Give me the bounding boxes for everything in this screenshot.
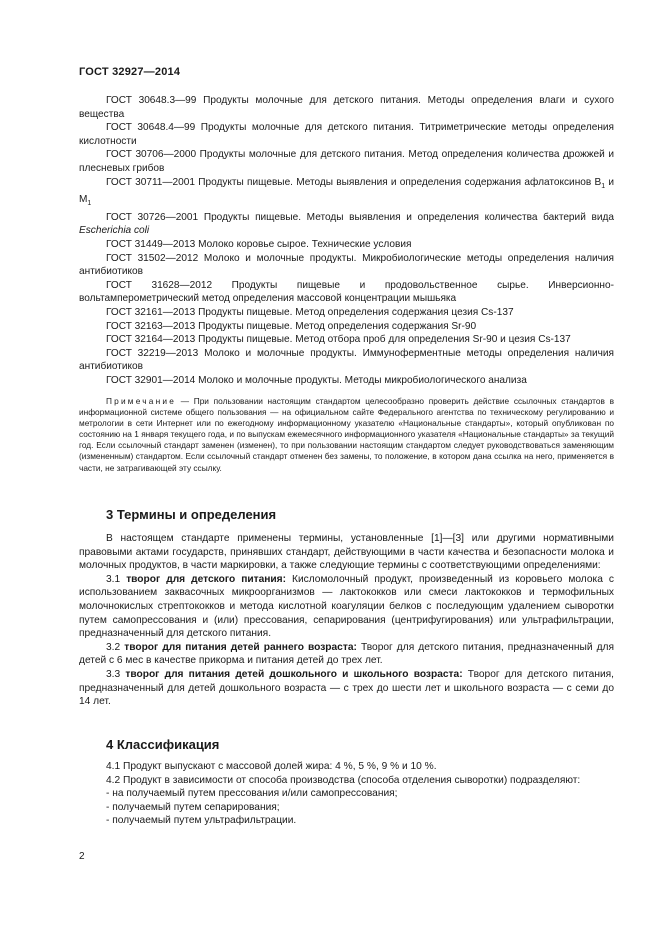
reference-item: ГОСТ 32161—2013 Продукты пищевые. Метод определения содержания цезия Cs-137	[106, 306, 514, 318]
section-4-body	[79, 760, 614, 828]
reference-item: ГОСТ 31502—2012 Молоко и молочные продукты. Микробиологические методы определения наличия антибиотиков	[79, 252, 615, 278]
section-3-body	[79, 532, 614, 709]
term-3-2: 3.2 творог для питания детей раннего возраста: Творог для детского питания, предназначенный для детей с 6 мес в качестве прикорма и питания детей до трех лет.	[79, 641, 614, 667]
reference-item: ГОСТ 30726—2001 Продукты пищевые. Методы выявления и определения количества бактерий вида Escherichia coli	[79, 211, 614, 237]
reference-item: ГОСТ 31449—2013 Молоко коровье сырое. Технические условия	[106, 238, 412, 250]
section-3-intro: В настоящем стандарте применены термины, установленные [1]—[3] или другими нормативными правовыми актами государств, принявших стандарт, действующими в части качества и безопасности молока и молочных продуктов, в части маркировки, а также следующие термины с соответствующими определениями:	[79, 533, 614, 572]
section-4-title: 4 Классификация	[106, 737, 220, 752]
clause-4-2: 4.2 Продукт в зависимости от способа производства (способа отделения сыворотки) подразделяют:	[106, 774, 581, 786]
note-label: Примечание	[106, 396, 177, 406]
list-item: - получаемый путем ультрафильтрации.	[106, 815, 297, 827]
clause-4-1: 4.1 Продукт выпускают с массовой долей жира: 4 %, 5 %, 9 % и 10 %.	[106, 761, 437, 772]
reference-item: ГОСТ 30648.3—99 Продукты молочные для детского питания. Методы определения влаги и сухого вещества	[79, 95, 614, 120]
term-3-1: 3.1 творог для детского питания: Кисломолочный продукт, произведенный из коровьего молока с использованием заквасочных микроорганизмов — лактококков или смеси лактококков и термофильных молочнокислых стрептококков и метода кислотной коагуляции белков с последующим удалением сыворотки путем самопрессования и (или) прессования, сепарирования (центрифугирования) или ультрафильтрации, предназначенный для детского питания.	[79, 573, 614, 640]
term-3-3: 3.3 творог для питания детей дошкольного и школьного возраста: Творог для детского питания, предназначенный для детей дошкольного возраста — с трех до шести лет и школьного возраста — с семи до 14 лет.	[79, 668, 614, 708]
reference-item: ГОСТ 31628—2012 Продукты пищевые и продовольственное сырье. Инверсионно-вольтамперометрический метод определения массовой концентрации мышьяка	[79, 279, 614, 305]
note-block	[79, 396, 614, 474]
page-number: 2	[79, 851, 85, 862]
reference-item: ГОСТ 32219—2013 Молоко и молочные продукты. Иммуноферментные методы определения наличия антибиотиков	[79, 347, 614, 373]
normative-references-list	[79, 94, 614, 388]
reference-item: ГОСТ 32163—2013 Продукты пищевые. Метод определения содержания Sr-90	[106, 320, 477, 332]
reference-item: ГОСТ 32901—2014 Молоко и молочные продукты. Методы микробиологического анализа	[106, 374, 527, 386]
section-3-title: 3 Термины и определения	[106, 507, 277, 522]
list-item: - на получаемый путем прессования и/или самопрессования;	[106, 788, 398, 800]
list-item: - получаемый путем сепарирования;	[106, 801, 280, 813]
document-header: ГОСТ 32927—2014	[79, 66, 181, 78]
production-methods-list	[79, 787, 614, 828]
reference-item: ГОСТ 30648.4—99 Продукты молочные для детского питания. Титриметрические методы определения кислотности	[79, 122, 615, 147]
reference-item: ГОСТ 32164—2013 Продукты пищевые. Метод отбора проб для определения Sr-90 и цезия Cs-137	[106, 334, 571, 346]
note-text: — При пользовании настоящим стандартом целесообразно проверить действие ссылочных стандартов в информационной системе общего пользования — на официальном сайте Федерального агентства по техническому регулированию и метрологии в сети Интернет или по ежегодному информационному указателю «Национальные стандарты», который опубликован по состоянию на 1 января текущего года, и по выпускам ежемесячного информационного указателя «Национальные стандарты» за текущий год. Если ссылочный стандарт заменен (изменен), то при пользовании настоящим стандартом следует руководствоваться заменяющим (измененным) стандартом. Если ссылочный стандарт отменен без замены, то положение, в котором дана ссылка на него, применяется в части, не затрагивающей эту ссылку.	[79, 396, 614, 473]
reference-item: ГОСТ 30711—2001 Продукты пищевые. Методы выявления и определения содержания афлатоксинов $B_1$ и $M_1$	[79, 176, 614, 208]
reference-item: ГОСТ 30706—2000 Продукты молочные для детского питания. Метод определения количества дрожжей и плесневых грибов	[79, 149, 614, 174]
